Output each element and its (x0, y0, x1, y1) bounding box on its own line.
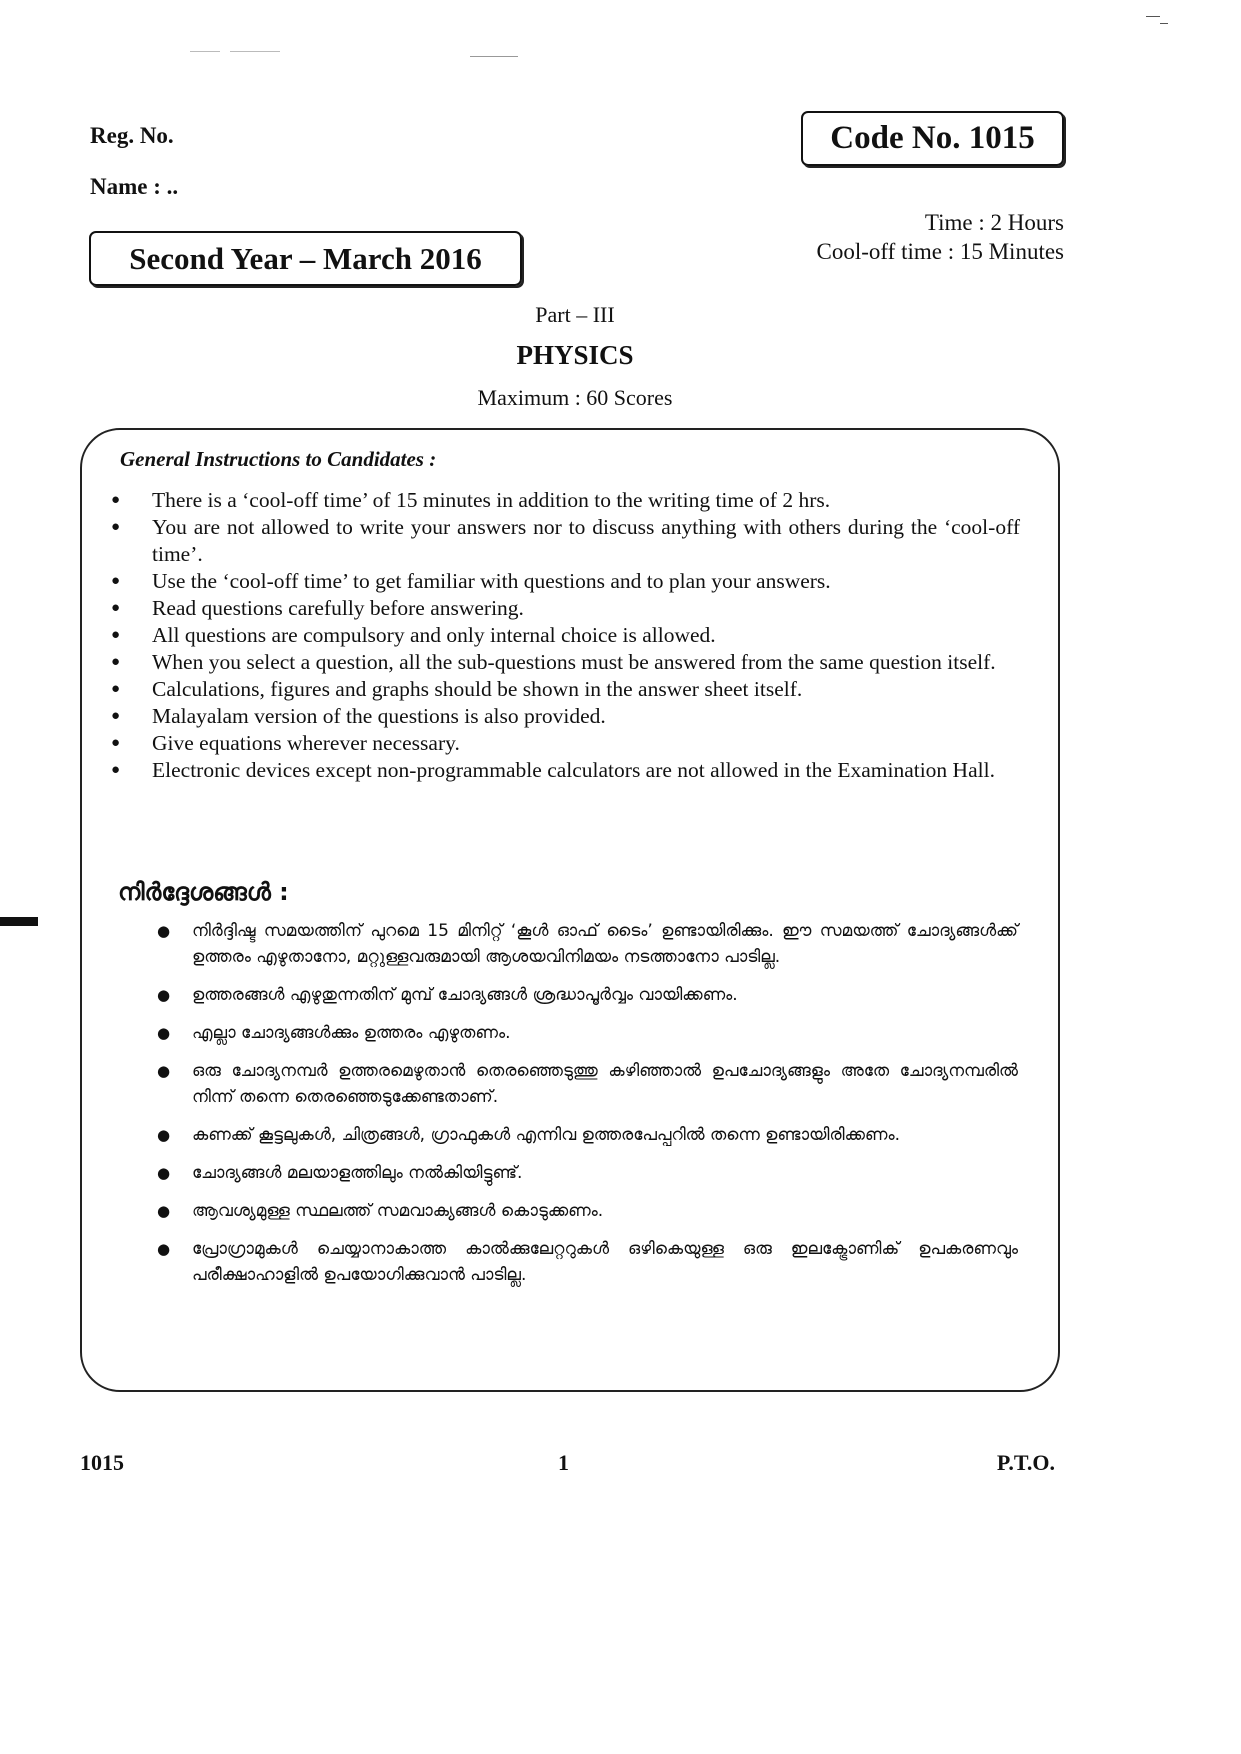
instruction-item: ● There is a ‘cool-off time’ of 15 minutes in addition to the writing time of 2 hrs. (152, 487, 1020, 514)
max-scores: Maximum : 60 Scores (477, 385, 673, 410)
cool-off-time: Cool-off time : 15 Minutes (816, 239, 1064, 264)
instruction-item: ● Calculations, figures and graphs should be shown in the answer sheet itself. (152, 676, 1020, 703)
scan-mark (230, 51, 280, 52)
code-no-box: Code No. 1015 (801, 111, 1064, 166)
instruction-item: ● You are not allowed to write your answers nor to discuss anything with others during the ‘cool-off time’. (152, 514, 1020, 568)
instruction-item: ● Use the ‘cool-off time’ to get familiar with questions and to plan your answers. (152, 568, 1020, 595)
malayalam-instruction-item: ● ഉത്തരങ്ങൾ എഴുതുന്നതിന് മുമ്പ് ചോദ്യങ്ങൾ ശ്രദ്ധാപൂർവ്വം വായിക്കണം. (192, 982, 1018, 1008)
footer-code: 1015 (80, 1450, 124, 1475)
malayalam-instructions-list (192, 918, 1018, 1300)
scan-mark (1146, 16, 1160, 17)
scan-mark (190, 51, 220, 52)
reg-no-label: Reg. No. (90, 123, 174, 148)
instructions-list (152, 487, 1020, 784)
malayalam-instruction-item: ● നിർദ്ദിഷ്ട സമയത്തിന് പുറമെ 15 മിനിറ്റ് ‘കൂൾ ഓഫ് ടൈം’ ഉണ്ടായിരിക്കും. ഈ സമയത്ത് ചോദ്യങ്ങൾക്ക് ഉത്തരം എഴുതാനോ, മറ്റുള്ളവരുമായി ആശയവിനിമയം നടത്താനോ പാടില്ല. (192, 918, 1018, 970)
instruction-item: ● Read questions carefully before answering. (152, 595, 1020, 622)
malayalam-instructions-heading: നിർദ്ദേശങ്ങൾ : (118, 878, 289, 906)
instruction-item: ● Electronic devices except non-programmable calculators are not allowed in the Examination Hall. (152, 757, 1020, 784)
malayalam-instruction-item: ● ഒരു ചോദ്യനമ്പർ ഉത്തരമെഴുതാൻ തെരഞ്ഞെടുത്തു കഴിഞ്ഞാൽ ഉപചോദ്യങ്ങളും അതേ ചോദ്യനമ്പരിൽ നിന്ന് തന്നെ തെരഞ്ഞെടുക്കേണ്ടതാണ്. (192, 1058, 1018, 1110)
instruction-item: ● Malayalam version of the questions is also provided. (152, 703, 1020, 730)
pto-label: P.T.O. (996, 1450, 1055, 1475)
paper-part: Part – III (535, 302, 615, 327)
instruction-item: ● When you select a question, all the sub-questions must be answered from the same question itself. (152, 649, 1020, 676)
malayalam-instruction-item: ● ആവശ്യമുള്ള സ്ഥലത്ത് സമവാക്യങ്ങൾ കൊടുക്കണം. (192, 1198, 1018, 1224)
instruction-item: ● Give equations wherever necessary. (152, 730, 1020, 757)
scan-mark (0, 917, 38, 926)
exam-session-box: Second Year – March 2016 (89, 231, 522, 286)
page-number: 1 (558, 1450, 569, 1475)
paper-subject: PHYSICS (516, 340, 634, 370)
malayalam-instruction-item: ● ചോദ്യങ്ങൾ മലയാളത്തിലും നൽകിയിട്ടുണ്ട്. (192, 1160, 1018, 1186)
time-info (664, 208, 1064, 266)
malayalam-instruction-item: ● എല്ലാ ചോദ്യങ്ങൾക്കും ഉത്തരം എഴുതണം. (192, 1020, 1018, 1046)
scan-mark (1160, 23, 1168, 24)
malayalam-instruction-item: ● കണക്ക് കൂട്ടലുകൾ, ചിത്രങ്ങൾ, ഗ്രാഫുകൾ എന്നിവ ഉത്തരപേപ്പറിൽ തന്നെ ഉണ്ടായിരിക്കണം. (192, 1122, 1018, 1148)
time-duration: Time : 2 Hours (924, 210, 1064, 235)
name-label: Name : .. (90, 174, 179, 199)
scan-mark (470, 56, 518, 57)
malayalam-instruction-item: ● പ്രോഗ്രാമുകൾ ചെയ്യാനാകാത്ത കാൽക്കുലേറ്ററുകൾ ഒഴികെയുള്ള ഒരു ഇലക്ട്രോണിക് ഉപകരണവും പരീക്ഷാഹാളിൽ ഉപയോഗിക്കുവാൻ പാടില്ല. (192, 1236, 1018, 1288)
instructions-heading: General Instructions to Candidates : (120, 447, 437, 471)
instruction-item: ● All questions are compulsory and only internal choice is allowed. (152, 622, 1020, 649)
